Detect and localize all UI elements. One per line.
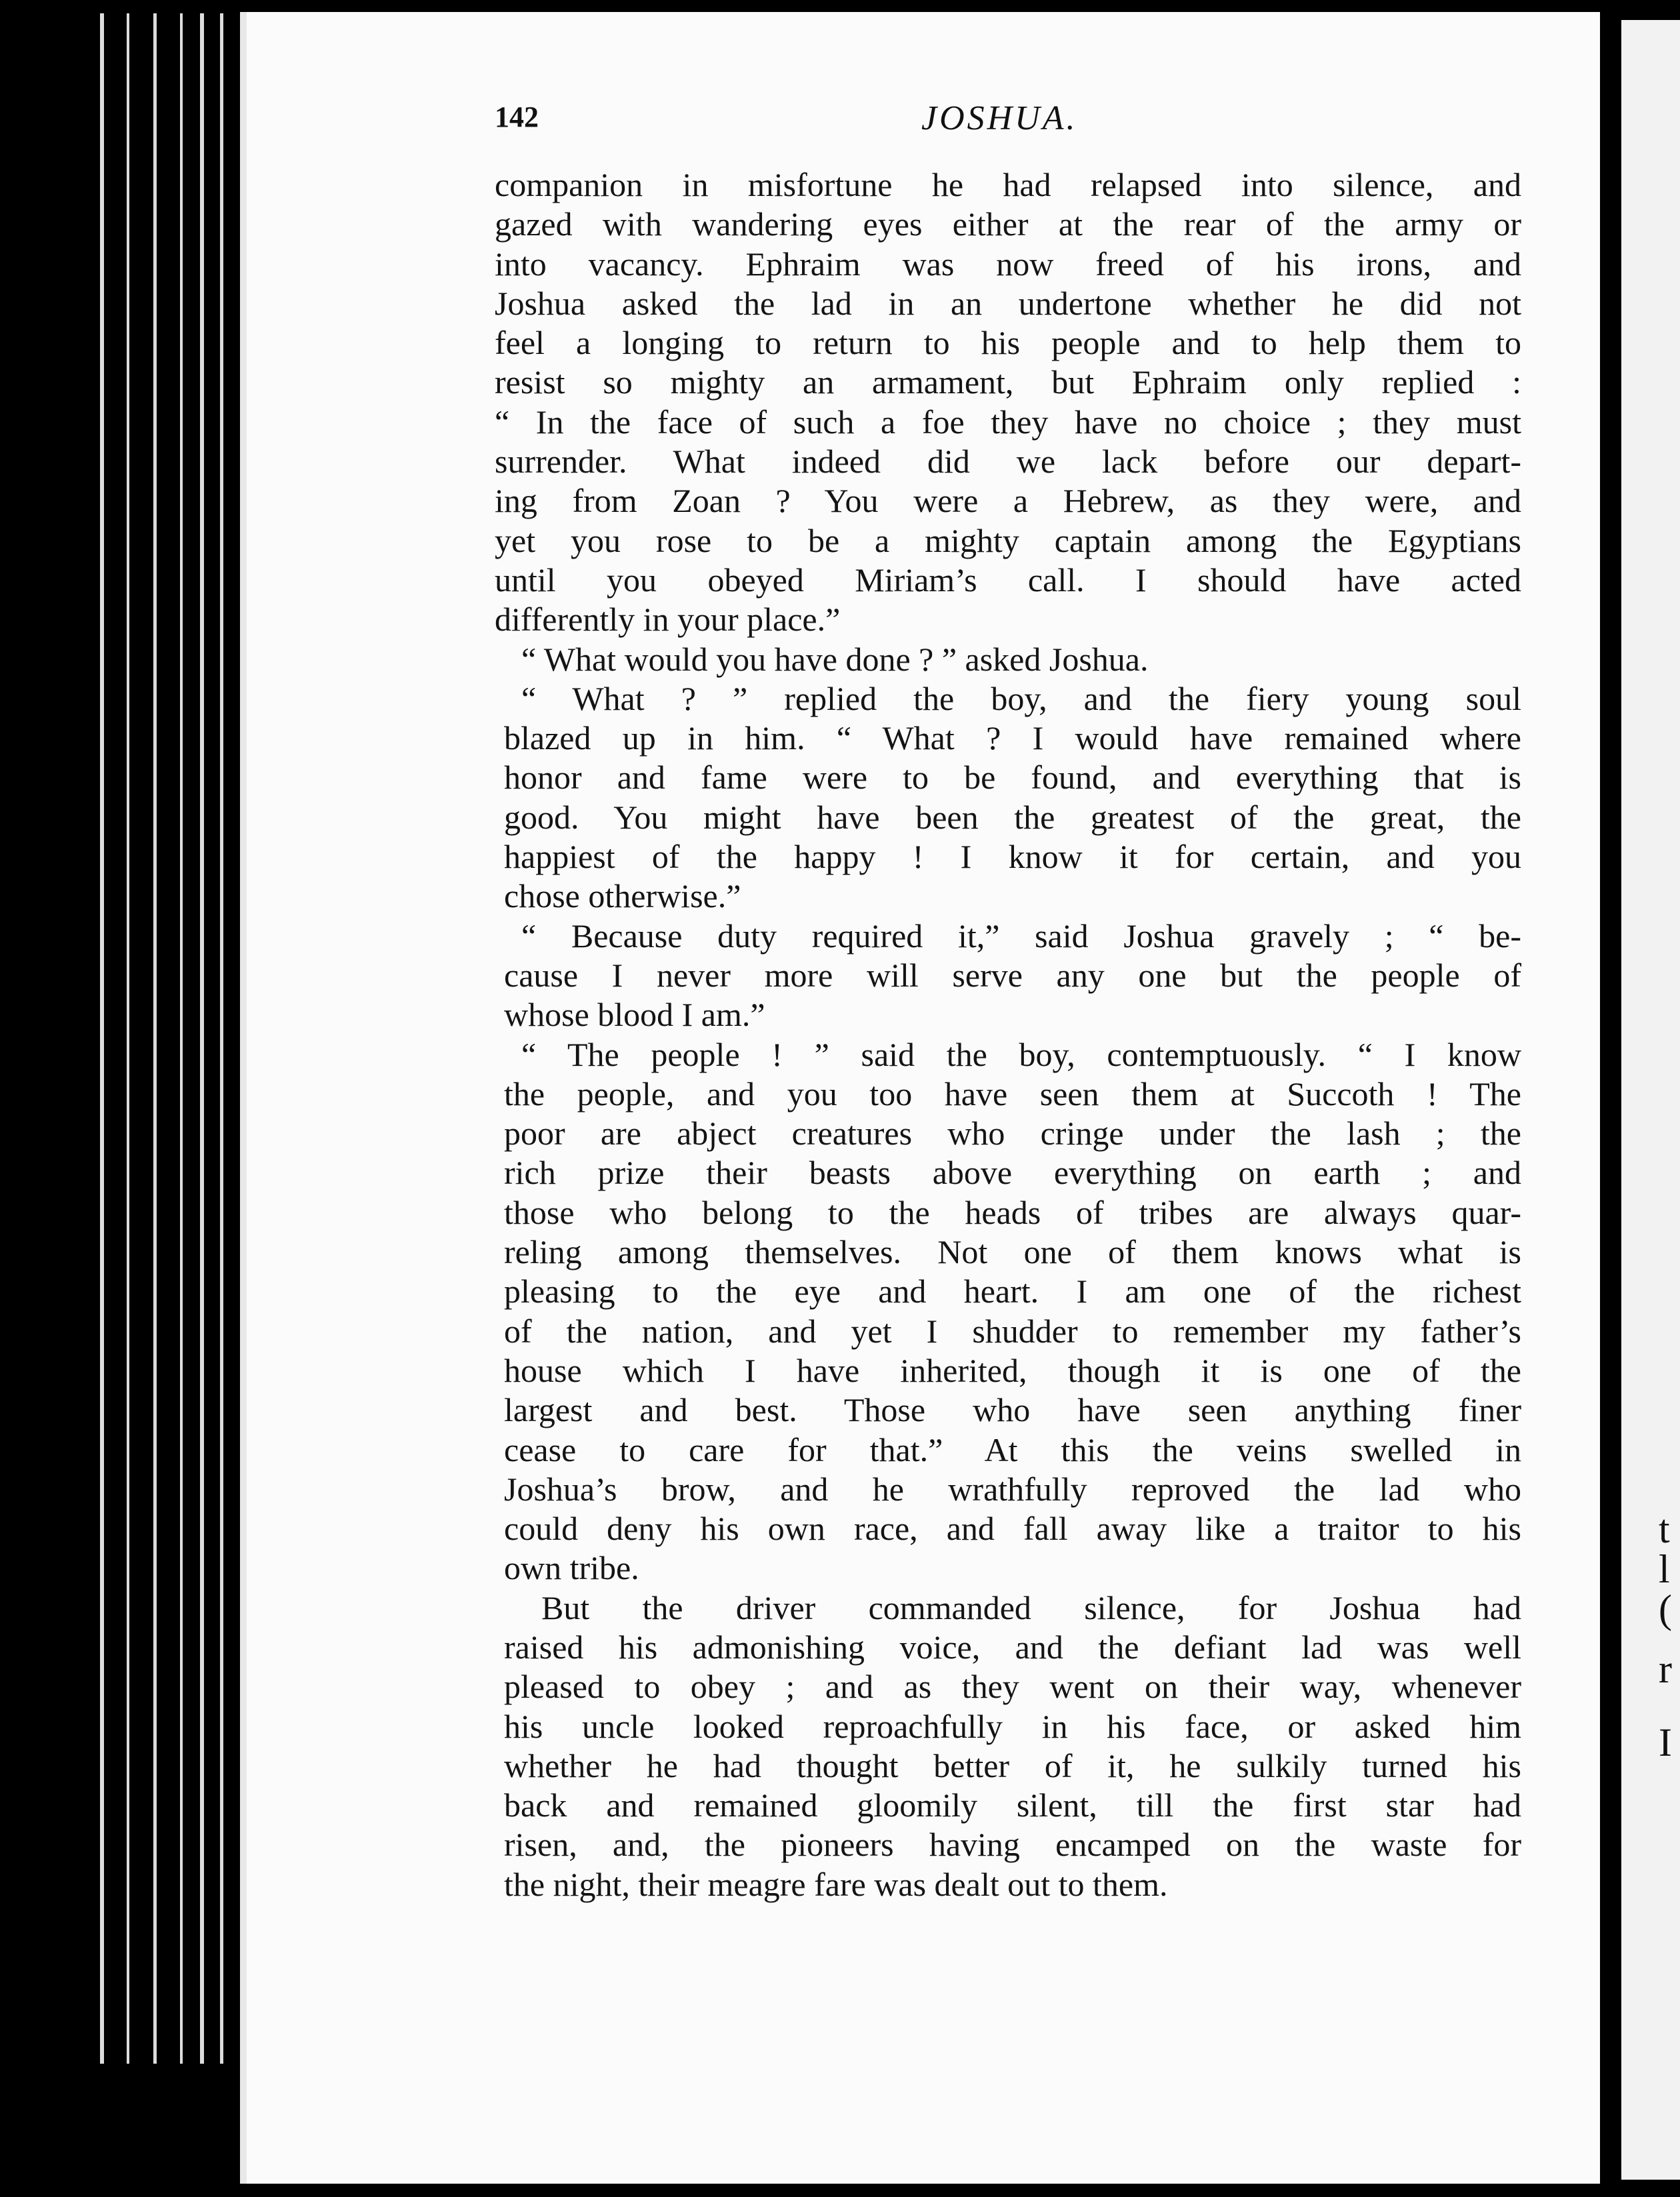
text-line: happiest of the happy ! I know it for certain, and you xyxy=(504,838,1521,876)
text-line: largest and best. Those who have seen anything finer xyxy=(504,1391,1521,1429)
facing-page-edge xyxy=(1621,20,1680,2180)
text-line: “ The people ! ” said the boy, contemptuously. “ I know xyxy=(521,1035,1521,1073)
text-line: until you obeyed Miriam’s call. I should have acted xyxy=(495,561,1521,599)
text-line: the people, and you too have seen them at Succoth ! The xyxy=(504,1075,1521,1112)
text-line: raised his admonishing voice, and the defiant lad was well xyxy=(504,1628,1521,1666)
text-line: “ Because duty required it,” said Joshua gravely ; “ be- xyxy=(521,917,1521,955)
text-line: house which I have inherited, though it is one of the xyxy=(504,1351,1521,1389)
text-line: whose blood I am.” xyxy=(504,996,765,1034)
running-title: JOSHUA. xyxy=(921,99,1078,137)
text-line: back and remained gloomily silent, till the first star had xyxy=(504,1786,1521,1824)
page-edges xyxy=(0,0,253,2197)
text-line: yet you rose to be a mighty captain among the Egyptians xyxy=(495,521,1521,559)
facing-page-glyph: r xyxy=(1659,1647,1672,1691)
text-line: those who belong to the heads of tribes are always quar- xyxy=(504,1193,1521,1231)
text-line: ing from Zoan ? You were a Hebrew, as they were, and xyxy=(495,482,1521,520)
page-edge xyxy=(220,13,223,2064)
text-line: whether he had thought better of it, he sulkily turned his xyxy=(504,1746,1521,1784)
page-edge xyxy=(180,13,183,2064)
text-line: Joshua’s brow, and he wrathfully reproved the lad who xyxy=(504,1470,1521,1508)
facing-page-glyph: t xyxy=(1659,1507,1670,1551)
text-line: honor and fame were to be found, and everything that is xyxy=(504,759,1521,797)
page-number: 142 xyxy=(495,101,539,133)
text-line: cause I never more will serve any one but the people of xyxy=(504,956,1521,994)
text-line: the night, their meagre fare was dealt out to them. xyxy=(504,1865,1168,1903)
text-line: pleasing to the eye and heart. I am one of the richest xyxy=(504,1272,1521,1310)
text-line: poor are abject creatures who cringe under the lash ; the xyxy=(504,1114,1521,1152)
text-line: “ What ? ” replied the boy, and the fiery young soul xyxy=(521,679,1521,717)
text-line: of the nation, and yet I shudder to remember my father’s xyxy=(504,1312,1521,1350)
text-line: could deny his own race, and fall away like a traitor to his xyxy=(504,1510,1521,1548)
text-line: into vacancy. Ephraim was now freed of his irons, and xyxy=(495,245,1521,283)
text-line: “ In the face of such a foe they have no choice ; they must xyxy=(495,403,1521,441)
text-line: companion in misfortune he had relapsed into silence, and xyxy=(495,166,1521,203)
text-line: pleased to obey ; and as they went on their way, whenever xyxy=(504,1668,1521,1706)
text-line: resist so mighty an armament, but Ephraim only replied : xyxy=(495,363,1521,401)
text-line: gazed with wandering eyes either at the rear of the army or xyxy=(495,205,1521,243)
facing-page-glyph: l xyxy=(1659,1547,1670,1591)
text-line: own tribe. xyxy=(504,1549,639,1587)
text-line: risen, and, the pioneers having encamped on the waste for xyxy=(504,1826,1521,1864)
text-line: surrender. What indeed did we lack before our depart- xyxy=(495,443,1521,481)
page-header xyxy=(495,100,1515,147)
page-edge xyxy=(153,13,157,2064)
page-edge xyxy=(127,13,129,2064)
facing-page-glyph: ( xyxy=(1659,1587,1672,1631)
text-line: reling among themselves. Not one of them knows what is xyxy=(504,1233,1521,1271)
page-edge xyxy=(100,13,104,2064)
text-line: chose otherwise.” xyxy=(504,877,741,915)
text-line: blazed up in him. “ What ? I would have remained where xyxy=(504,719,1521,757)
page-edge xyxy=(200,13,204,2064)
text-line: good. You might have been the greatest of the great, the xyxy=(504,798,1521,836)
text-line: feel a longing to return to his people and to help them to xyxy=(495,324,1521,362)
text-line: Joshua asked the lad in an undertone whether he did not xyxy=(495,284,1521,322)
body-text xyxy=(495,165,1521,1904)
text-line: his uncle looked reproachfully in his face, or asked him xyxy=(504,1707,1521,1745)
text-line: “ What would you have done ? ” asked Joshua. xyxy=(521,640,1149,678)
text-line: But the driver commanded silence, for Joshua had xyxy=(541,1588,1521,1626)
text-line: rich prize their beasts above everything on earth ; and xyxy=(504,1154,1521,1192)
text-line: cease to care for that.” At this the veins swelled in xyxy=(504,1430,1521,1468)
facing-page-glyph: I xyxy=(1659,1720,1672,1764)
text-line: differently in your place.” xyxy=(495,601,841,639)
